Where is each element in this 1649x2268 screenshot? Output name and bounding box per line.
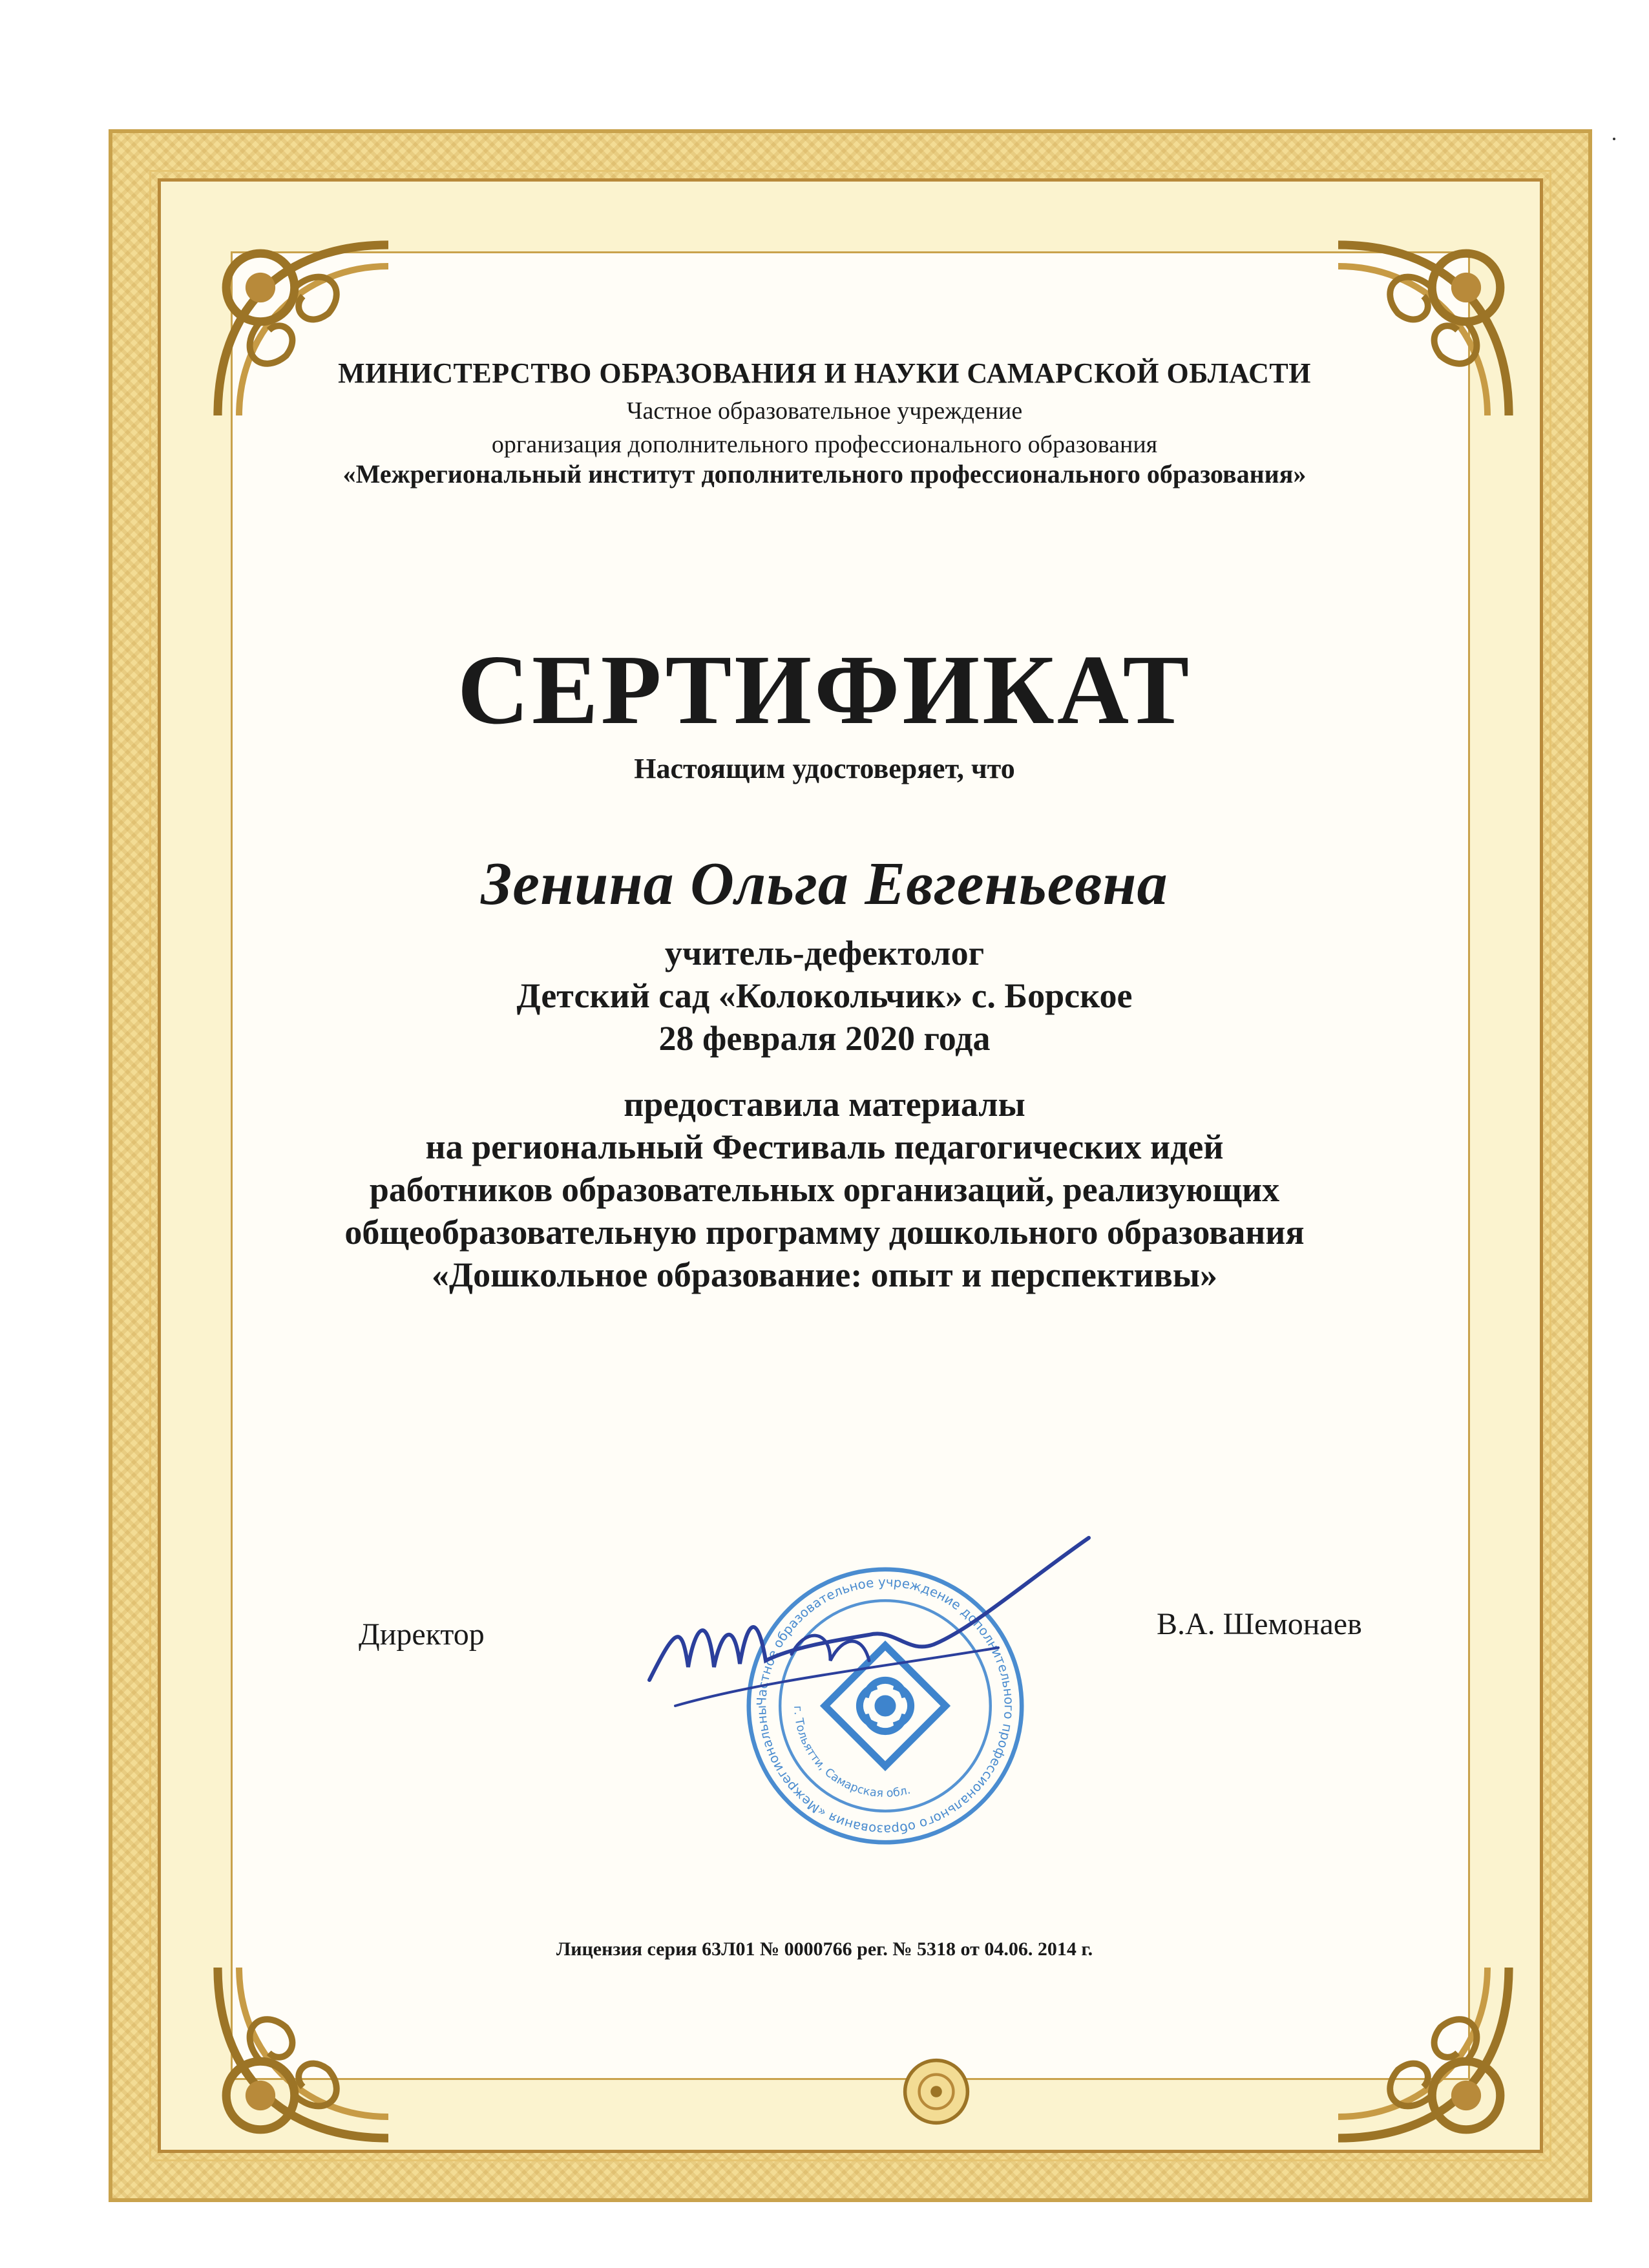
director-label: Директор (359, 1617, 485, 1652)
medallion-ornament-icon (901, 2056, 972, 2127)
director-signature-icon (636, 1531, 1115, 1738)
certificate-subtitle: Настоящим удостоверяет, что (634, 753, 1015, 784)
recipient-position: учитель-дефектолог (664, 934, 985, 972)
stamp-inner-text: г. Тольятти, Самарская обл. (791, 1705, 912, 1800)
corner-ornament-icon (1317, 1946, 1530, 2159)
stamp-outer-text: Частное образовательное учреждение дополнительного профессионального образования «Межрегиональны (754, 1575, 1016, 1837)
body-line: общеобразовательную программу дошкольного образования (344, 1213, 1305, 1252)
recipient-name: Зенина Ольга Евгеньевна (481, 850, 1168, 918)
corner-ornament-icon (196, 1946, 410, 2159)
certificate-title: СЕРТИФИКАТ (457, 635, 1192, 745)
ministry-heading: МИНИСТЕРСТВО ОБРАЗОВАНИЯ И НАУКИ САМАРСКОЙ ОБЛАСТИ (338, 357, 1311, 389)
body-line: работников образовательных организаций, реализующих (369, 1170, 1280, 1209)
license-info: Лицензия серия 63Л01 № 0000766 рег. № 5318 от 04.06. 2014 г. (556, 1938, 1093, 1960)
institution-type: Частное образовательное учреждение (626, 397, 1023, 425)
certificate-body (0, 1083, 1649, 1296)
body-line: «Дошкольное образование: опыт и перспективы» (432, 1255, 1217, 1294)
director-name: В.А. Шемонаев (1157, 1607, 1362, 1641)
institution-category: организация дополнительного профессионального образования (491, 431, 1158, 458)
body-line: предоставила материалы (624, 1085, 1025, 1124)
certificate-date: 28 февраля 2020 года (658, 1019, 991, 1058)
institution-name: «Межрегиональный институт дополнительного профессионального образования» (342, 459, 1307, 488)
scan-speck (1613, 138, 1615, 140)
body-line: на региональный Фестиваль педагогических идей (425, 1128, 1224, 1166)
recipient-organization: Детский сад «Колокольчик» с. Борское (516, 976, 1133, 1015)
